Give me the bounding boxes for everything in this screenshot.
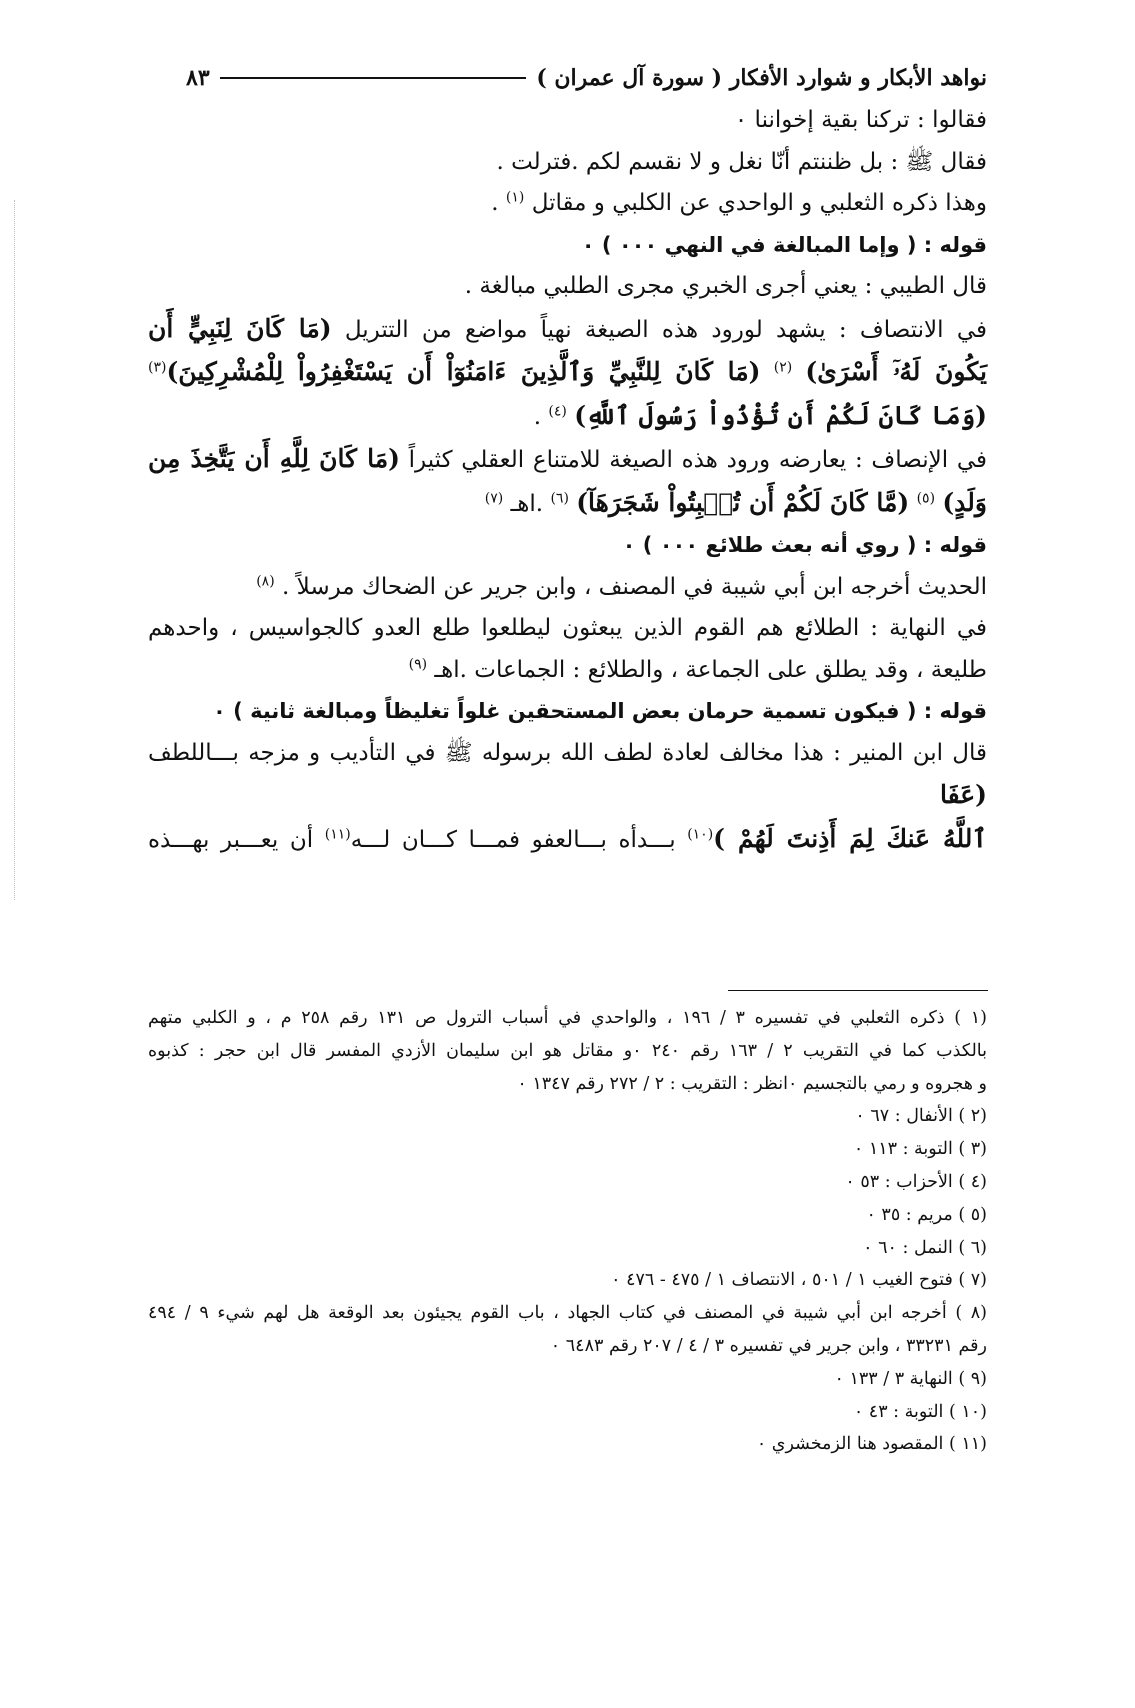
section-heading: قوله : ( روي أنه بعث طلائع ٠٠٠ ) ٠	[622, 533, 987, 557]
footnote-ref: (٢)	[773, 359, 793, 376]
text-line: فقالوا : تركنا بقية إخواننا ٠	[734, 107, 987, 133]
footnote-1: (١ ) ذكره الثعلبي في تفسيره ٣ / ١٩٦ ، والواحدي في أسباب الترول ص ١٣١ رقم ٢٥٨ م ، و الكلبي متهم	[148, 1008, 987, 1028]
quran-verse: وَلَدٍ)	[942, 487, 987, 517]
footnote-3: (٣ ) التوبة : ١١٣ ٠	[853, 1139, 987, 1160]
quran-verse: (مَّا كَانَ لَكُمْ أَن تُنۢبِتُواْ شَجَرَهَآ)	[576, 487, 910, 517]
footnote-10: (١٠ ) التوبة : ٤٣ ٠	[853, 1401, 987, 1422]
text-line: وَلَدٍ) $^{(٥)}$ (مَّا كَانَ لَكُمْ أَن تُنۢبِتُواْ شَجَرَهَآ) $^{(٦)}$ .اهـ $^{(٧)}$	[484, 487, 987, 517]
footnote-6: (٦ ) النمل : ٦٠ ٠	[863, 1237, 987, 1258]
footnote-ref: (٥)	[916, 489, 936, 506]
running-header	[186, 58, 987, 98]
footnote-ref: (٨)	[256, 572, 275, 589]
text-line: الحديث أخرجه ابن أبي شيبة في المصنف ، وابن جرير عن الضحاك مرسلاً . $^{(٨)}$	[256, 572, 987, 600]
footnote-ref: (٦)	[550, 489, 569, 506]
footnote-4: (٤ ) الأحزاب : ٥٣ ٠	[845, 1171, 987, 1192]
text-line: قال الطيبي : يعني أجرى الخبري مجرى الطلبي مبالغة .	[464, 273, 987, 299]
quran-verse: يَكُونَ لَهُۥٓ أَسْرَىٰ)	[805, 357, 988, 386]
footnote-separator	[728, 990, 988, 991]
footnote-ref: (٩)	[408, 655, 428, 672]
footnote-8: (٨ ) أخرجه ابن أبي شيبة في المصنف في كتاب الجهاد ، باب القوم يجيئون بعد الوقعة هل لهم شيء ٩ / ٤٩٤	[148, 1303, 987, 1324]
text-line: ٱللَّهُ عَنكَ لِمَ أَذِنتَ لَهُمْ )$^{(١٠)}$ بـــدأه بـــالعفو فمـــا كـــان لـــه$^{(١١)}$ أن يعـــبر بهـــذه	[148, 823, 988, 853]
text-line: في الانتصاف : يشهد لورود هذه الصيغة نهياً مواضع من التتريل (مَا كَانَ لِنَبِيٍّ أَن	[148, 313, 987, 343]
quran-verse: (عَفَا	[939, 780, 987, 809]
section-heading: قوله : ( فيكون تسمية حرمان بعض المستحقين غلواً تغليظاً ومبالغة ثانية ) ٠	[213, 699, 987, 723]
text-line: في الإنصاف : يعارضه ورود هذه الصيغة للامتناع العقلي كثيراً (مَا كَانَ لِلَّهِ أَن يَتَّخِذَ مِن	[148, 444, 987, 473]
quran-verse: (وَمَا كَانَ لَكُمْ أَن تُؤْذُواْ رَسُولَ ٱللَّهِ)	[574, 400, 987, 430]
quran-verse: ٱللَّهُ عَنكَ لِمَ أَذِنتَ لَهُمْ )	[713, 823, 988, 853]
footnotes	[148, 1002, 987, 1461]
quran-verse: (مَا كَانَ لِلَّهِ أَن يَتَّخِذَ مِن	[148, 444, 400, 473]
footnote-ref: (١٠)	[687, 825, 714, 842]
footnote-ref: (٧)	[484, 489, 504, 506]
page-number: ٨٣	[186, 65, 210, 91]
quran-verse: (مَا كَانَ لِلنَّبِيِّ وَٱلَّذِينَ ءَامَنُوٓاْ أَن يَسْتَغْفِرُواْ لِلْمُشْرِكِينَ)	[166, 357, 761, 386]
footnote-ref: (٣)	[148, 359, 167, 376]
text-line: وهذا ذكره الثعلبي و الواحدي عن الكلبي و مقاتل $^{(١)}$ .	[491, 189, 987, 216]
footnote-ref: (١)	[505, 189, 525, 206]
text-line	[148, 351, 987, 395]
header-rule	[220, 77, 527, 79]
section-heading: قوله : ( وإما المبالغة في النهي ٠٠٠ ) ٠	[581, 232, 987, 257]
header-title: نواهد الأبكار و شوارد الأفكار ( سورة آل عمران )	[536, 65, 987, 91]
footnote-8-cont: رقم ٣٣٢٣١ ، وابن جرير في تفسيره ٣ / ٤ / ٢٠٧ رقم ٦٤٨٣ ٠	[550, 1335, 987, 1356]
footnote-7: (٧ ) فتوح الغيب ١ / ٥٠١ ، الانتصاف ١ / ٤٧٥ - ٤٧٦ ٠	[611, 1270, 987, 1291]
text-line: (وَمَا كَانَ لَكُمْ أَن تُؤْذُواْ رَسُولَ ٱللَّهِ) $^{(٤)}$ .	[533, 400, 987, 430]
footnote-ref: (١١)	[324, 825, 351, 842]
text-line: طليعة ، وقد يطلق على الجماعة ، والطلائع : الجماعات .اهـ $^{(٩)}$	[408, 655, 987, 683]
scan-margin-marks	[14, 200, 19, 900]
text-line: في النهاية : الطلائع هم القوم الذين يبعثون ليطلعوا طلع العدو كالجواسيس ، واحدهم	[148, 615, 987, 641]
footnote-11: (١١ ) المقصود هنا الزمخشري ٠	[756, 1434, 987, 1455]
text-line: فقال ﷺ : بل ظننتم أنّا نغل و لا نقسم لكم .فترلت .	[496, 148, 987, 175]
main-text	[148, 100, 987, 861]
footnote-ref: (٤)	[548, 402, 567, 419]
text-line: قال ابن المنير : هذا مخالف لعادة لطف الله برسوله ﷺ في التأديب و مزجه بـــاللطف (عَفَا	[148, 739, 987, 809]
footnote-2: (٢ ) الأنفال : ٦٧ ٠	[855, 1106, 987, 1127]
footnote-1-cont: و هجروه و رمي بالتجسيم ٠انظر : التقريب : ٢ / ٢٧٢ رقم ١٣٤٧ ٠	[517, 1073, 987, 1094]
quran-verse: (مَا كَانَ لِنَبِيٍّ أَن	[148, 313, 332, 343]
footnote-5: (٥ ) مريم : ٣٥ ٠	[866, 1204, 987, 1225]
footnote-9: (٩ ) النهاية ٣ / ١٣٣ ٠	[834, 1368, 987, 1389]
footnote-1-cont: بالكذب كما في التقريب ٢ / ١٦٣ رقم ٢٤٠ ٠و مقاتل هو ابن سليمان الأزدي المفسر قال ابن حجر : كذبوه	[148, 1040, 987, 1061]
